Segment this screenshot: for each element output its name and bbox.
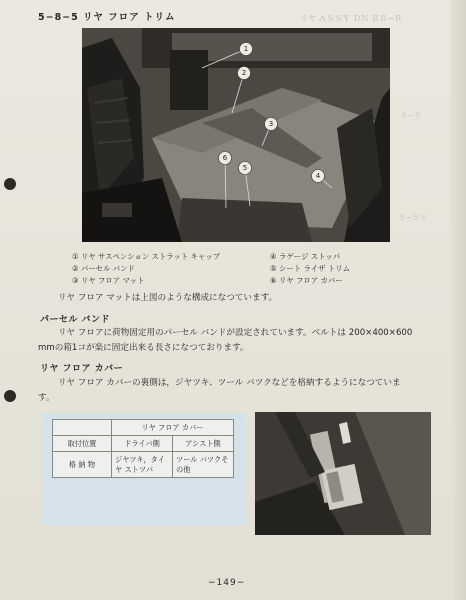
- bleed-through-text: リヤ ＡＳＳＹ ＤＮ ＲＲ−Ｒ: [300, 14, 403, 23]
- rear-floor-photo: [82, 28, 390, 242]
- callout-5: [239, 162, 252, 175]
- binder-hole-top: [4, 178, 16, 190]
- cover-text-line-2: す。: [38, 393, 55, 403]
- svg-text:4: 4: [315, 172, 321, 180]
- table-header: リヤ フロア カバー: [112, 420, 234, 436]
- svg-text:6: 6: [222, 154, 228, 162]
- legend-item: ② パーセル バンド: [72, 264, 135, 273]
- callout-2: [238, 67, 251, 80]
- callout-3: [265, 118, 278, 131]
- svg-text:5: 5: [242, 164, 248, 172]
- callout-1: [240, 43, 253, 56]
- section-header: 5−8−5 リヤ フロア トリム: [38, 12, 176, 23]
- row-label: 取付位置: [53, 436, 112, 452]
- table-row: [53, 452, 234, 478]
- table-cell: ツール バツクその他: [173, 452, 234, 478]
- mat-description: リヤ フロア マットは上図のような構成になつています。: [58, 293, 278, 303]
- legend-item: ① リヤ サスペンション ストラット キャップ: [72, 252, 221, 261]
- cover-table-panel: [42, 413, 246, 525]
- parcel-text-line-1: リヤ フロアに荷物固定用のパーセル バンドが設定されています。ベルトは 200×400×600: [58, 328, 413, 338]
- section-parcel-band: パーセル バンド: [40, 315, 110, 325]
- parcel-text-line-2: mmの箱1コが楽に固定出来る長さになつております。: [38, 343, 249, 353]
- table-row: [53, 436, 234, 452]
- svg-text:3: 3: [268, 120, 274, 128]
- table-cell: ドライバ側: [112, 436, 173, 452]
- cover-table: [52, 419, 234, 478]
- callout-4: [312, 170, 325, 183]
- callout-6: [219, 152, 232, 165]
- svg-text:1: 1: [243, 45, 249, 53]
- floor-cover-storage-photo: [255, 412, 431, 535]
- svg-text:2: 2: [241, 69, 247, 77]
- binder-hole-bottom: [4, 390, 16, 402]
- table-cell: ジヤツキ，タイヤ ストツパ: [112, 452, 173, 478]
- section-floor-cover: リヤ フロア カバー: [40, 364, 124, 374]
- legend-item: ④ ラゲージ ストッパ: [270, 252, 341, 261]
- table-cell: アシスト側: [173, 436, 234, 452]
- cover-text-line-1: リヤ フロア カバーの裏側は，ジヤツキ、ツール バツクなどを格納するようになつていま: [58, 378, 401, 388]
- bleed-through-text: Ｓ−Ｓ: [400, 111, 422, 120]
- legend-item: ⑥ リヤ フロア カバー: [270, 276, 343, 285]
- legend-item: ⑤ シート ライザ トリム: [270, 264, 350, 273]
- bleed-through-text: Ｓ−ＳＳ: [398, 213, 427, 222]
- table-corner-cell: [53, 420, 112, 436]
- page-number: −149−: [208, 578, 246, 588]
- page-edge-shadow: [450, 0, 466, 600]
- row-label: 格 納 物: [53, 452, 112, 478]
- legend-item: ③ リヤ フロア マット: [72, 276, 145, 285]
